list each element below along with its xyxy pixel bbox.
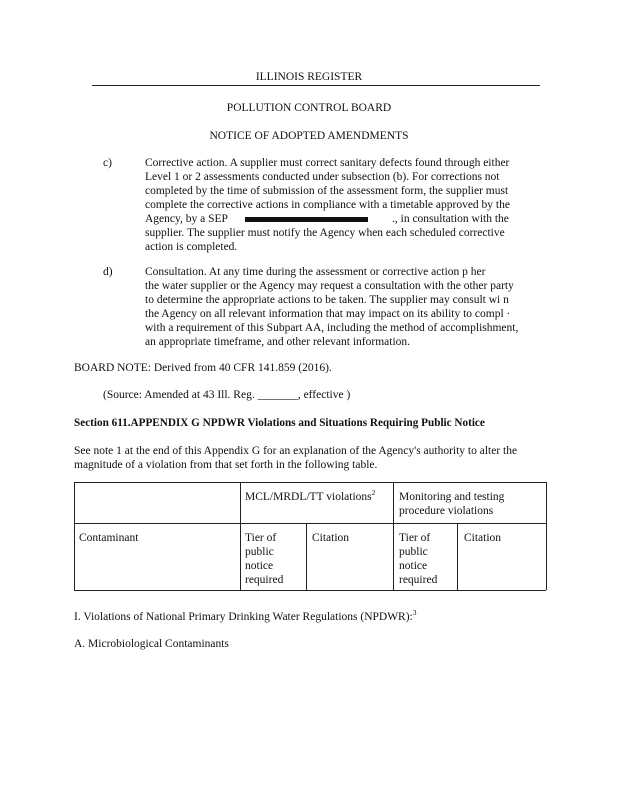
npdwr-heading-text: I. Violations of National Primary Drinking Water Regulations (NPDWR): xyxy=(74,611,413,623)
para-c-line-start: Agency, by a SEP xyxy=(145,213,228,225)
tier-line: required xyxy=(245,574,284,586)
section-heading: Section 611.APPENDIX G NPDWR Violations and Situations Requiring Public Notice xyxy=(74,417,485,429)
table-row-divider xyxy=(74,523,546,524)
para-c-line: Corrective action. A supplier must correct sanitary defects found through either xyxy=(145,157,510,169)
tier-line: notice xyxy=(399,560,428,572)
para-c-label: c) xyxy=(103,157,112,169)
contaminant-header: Contaminant xyxy=(79,532,139,544)
intro-line: See note 1 at the end of this Appendix G for an explanation of the Agency's authority to alter the xyxy=(74,445,518,457)
tier-header-monitoring xyxy=(399,531,437,587)
citation-header-mcl: Citation xyxy=(312,532,350,544)
board-note: BOARD NOTE: Derived from 40 CFR 141.859 (2016). xyxy=(74,362,332,374)
table-col-divider xyxy=(240,482,241,590)
para-d-line: Consultation. At any time during the assessment or corrective action p her xyxy=(145,266,486,278)
mcl-header-text: MCL/MRDL/TT violations xyxy=(245,491,372,503)
tier-line: Tier of xyxy=(245,532,277,544)
table-col-divider xyxy=(393,482,394,590)
table-border-top xyxy=(74,482,546,483)
npdwr-violations-heading xyxy=(74,610,417,624)
npdwr-heading-note: 3 xyxy=(412,608,417,618)
para-d-line: to determine the appropriate actions to be taken. The supplier may consult wi n xyxy=(145,294,509,306)
tier-header-mcl xyxy=(245,531,283,587)
table-border-left xyxy=(74,482,75,590)
para-d-body xyxy=(145,265,518,349)
microbiological-heading: A. Microbiological Contaminants xyxy=(74,638,229,650)
monitoring-header xyxy=(399,490,504,518)
tier-line: public xyxy=(245,546,274,558)
para-c-body xyxy=(145,156,510,254)
header-rule xyxy=(92,85,540,86)
redaction-mark xyxy=(245,217,368,222)
para-d-line: the water supplier or the Agency may request a consultation with the other party xyxy=(145,280,514,292)
intro-line: magnitude of a violation from that set forth in the following table. xyxy=(74,459,378,471)
para-d-line: the Agency on all relevant information that may impact on its ability to compl · xyxy=(145,308,511,320)
para-c-line: supplier. The supplier must notify the Agency when each scheduled corrective xyxy=(145,227,505,239)
citation-header-monitoring: Citation xyxy=(464,532,502,544)
mcl-header xyxy=(245,490,375,504)
tier-line: required xyxy=(399,574,438,586)
board-title: POLLUTION CONTROL BOARD xyxy=(226,102,392,114)
para-c-line: action is completed. xyxy=(145,241,238,253)
register-title: ILLINOIS REGISTER xyxy=(255,71,363,83)
table-border-bottom xyxy=(74,590,546,591)
para-c-line: completed by the time of submission of the assessment form, the supplier must xyxy=(145,185,509,197)
para-d-label: d) xyxy=(103,266,113,278)
table-col-divider xyxy=(457,523,458,590)
mcl-header-note: 2 xyxy=(371,488,376,498)
monitoring-header-line: procedure violations xyxy=(399,505,494,517)
para-c-line-tail: ., in consultation with the xyxy=(392,213,509,225)
notice-title: NOTICE OF ADOPTED AMENDMENTS xyxy=(209,130,409,142)
table-col-divider xyxy=(306,523,307,590)
tier-line: Tier of xyxy=(399,532,431,544)
para-c-line: Level 1 or 2 assessments conducted under subsection (b). For corrections not xyxy=(145,171,500,183)
source-note: (Source: Amended at 43 Ill. Reg. _______, effective ) xyxy=(103,389,351,401)
intro-paragraph xyxy=(74,444,517,472)
tier-line: notice xyxy=(245,560,274,572)
para-d-line: with a requirement of this Subpart AA, including the method of accomplishment, xyxy=(145,322,519,334)
monitoring-header-line: Monitoring and testing xyxy=(399,491,505,503)
table-border-right xyxy=(546,482,547,590)
para-c-line: complete the corrective actions in compliance with a timetable approved by the xyxy=(145,199,510,211)
para-d-line: an appropriate timeframe, and other relevant information. xyxy=(145,336,411,348)
tier-line: public xyxy=(399,546,428,558)
